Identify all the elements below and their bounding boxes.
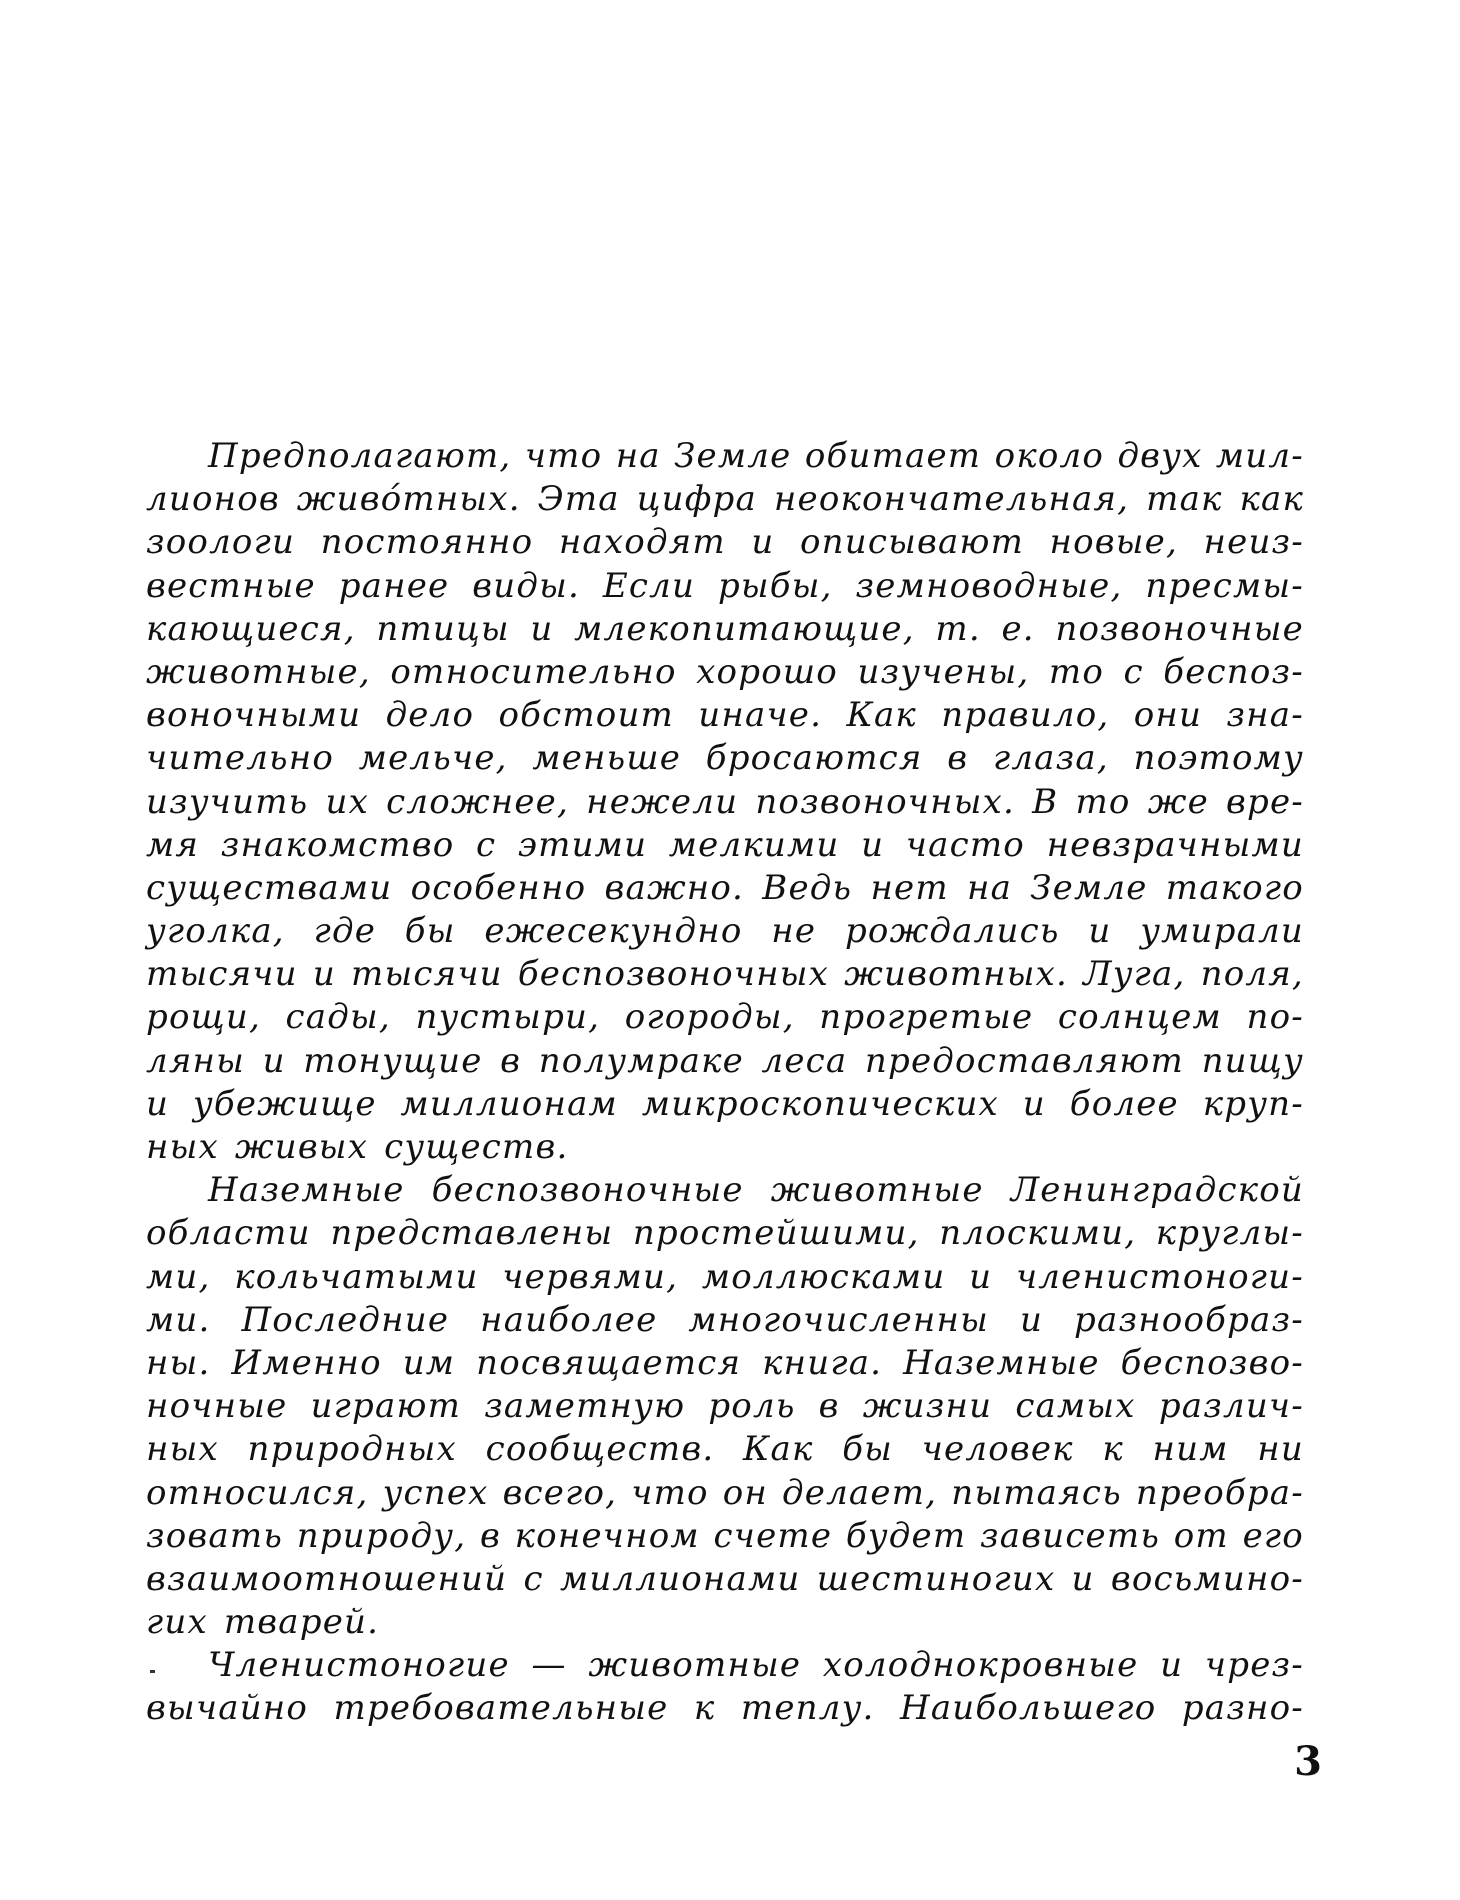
word: жизни [862, 1386, 993, 1427]
word: ни [1257, 1429, 1304, 1470]
word: в [947, 738, 969, 779]
word: где [313, 911, 377, 952]
word: зовать [146, 1515, 284, 1556]
word: В [1032, 781, 1059, 822]
word: ним [1152, 1429, 1229, 1470]
word: мил- [1215, 436, 1304, 476]
word: заметную [484, 1386, 686, 1427]
word: чительно [146, 738, 335, 779]
word: не [771, 911, 817, 952]
word: воночными [146, 695, 362, 736]
word: знакомство [220, 824, 455, 865]
word: лионов [146, 479, 280, 520]
word: наиболее [480, 1299, 658, 1340]
word: более [1069, 1083, 1179, 1124]
word: и [969, 1256, 993, 1297]
word: беспозвоночных [517, 954, 830, 995]
word: существами [146, 867, 393, 908]
word: то [1075, 781, 1131, 822]
word: в [479, 1515, 501, 1556]
text-line [146, 435, 1304, 478]
word: природных [247, 1429, 457, 1470]
word: ежесекундно [484, 911, 743, 952]
word: всего, [502, 1472, 618, 1513]
word: Наземные [903, 1342, 1100, 1383]
word: вре- [1226, 781, 1304, 822]
word: мя [146, 824, 200, 865]
word: уголка, [146, 911, 285, 952]
word: млекопитающие, [574, 608, 915, 649]
word: Если [602, 565, 696, 606]
word: по- [1246, 997, 1304, 1038]
word: часто [905, 824, 1025, 865]
word: многочисленны [688, 1299, 989, 1340]
word: ночные [146, 1386, 288, 1427]
word: играют [310, 1386, 462, 1427]
word: им [402, 1342, 456, 1383]
word: беспозвоночные [431, 1170, 744, 1211]
word: от [1173, 1515, 1229, 1556]
word: в [500, 1040, 522, 1081]
paragraph [146, 1644, 1304, 1730]
word: поля, [1200, 954, 1304, 995]
word: предоставляют [864, 1040, 1184, 1081]
word: кающиеся, [146, 608, 356, 649]
text-line [146, 1515, 1304, 1558]
word: ми. [146, 1299, 211, 1340]
word: находят [558, 522, 726, 563]
word: и [312, 954, 336, 995]
word: членистоноги- [1015, 1256, 1304, 1297]
word: сообществ. [485, 1429, 715, 1470]
word: и [530, 608, 554, 649]
word: ляны [146, 1040, 246, 1081]
word: преобра- [1135, 1472, 1304, 1513]
word: цифра [636, 479, 757, 520]
word: книга. [762, 1342, 883, 1383]
word: и [861, 824, 885, 865]
word: нет [870, 867, 949, 908]
word: Эта [537, 479, 620, 520]
word: разно- [1181, 1688, 1304, 1729]
word: делает, [782, 1472, 938, 1513]
text-line [146, 1083, 1304, 1126]
word: бы [842, 1429, 894, 1470]
word: относительно [390, 651, 677, 692]
text-line [146, 565, 1304, 608]
word: неиз- [1203, 522, 1304, 563]
text-line [146, 608, 1304, 651]
word: виды. [472, 565, 580, 606]
word: они [1133, 695, 1203, 736]
word: правило, [941, 695, 1110, 736]
word: круп- [1202, 1083, 1304, 1124]
word: как [1239, 479, 1304, 520]
word: микроскопических [641, 1083, 999, 1124]
word: солнцем [1057, 997, 1222, 1038]
word: ны. [146, 1342, 211, 1383]
text-line [146, 1126, 1304, 1169]
word: в [818, 1386, 840, 1427]
text-line [146, 824, 1304, 867]
word: огороды, [624, 997, 795, 1038]
word: двух [1117, 436, 1203, 476]
text-line [146, 910, 1304, 953]
word: ранее [338, 565, 450, 606]
word: и [262, 1040, 286, 1081]
word: беспоз- [1163, 651, 1304, 692]
word: постоянно [320, 522, 534, 563]
word: леса [761, 1040, 848, 1081]
word: Предполагают, [208, 436, 512, 476]
word: позвоночных. [755, 781, 1015, 822]
word: теплу. [740, 1688, 875, 1729]
word: восьмино- [1110, 1558, 1304, 1599]
word: посвящается [476, 1342, 742, 1383]
word: Земле [674, 436, 792, 476]
word: их [325, 781, 369, 822]
word: на [615, 436, 661, 476]
word: требовательные [333, 1688, 669, 1729]
word: кольчатыми [234, 1256, 479, 1297]
word: иначе. [698, 695, 823, 736]
word: с [1123, 651, 1144, 692]
word: обстоит [498, 695, 674, 736]
print-speck [150, 1670, 155, 1673]
word: зна- [1226, 695, 1304, 736]
word: животные, [146, 651, 371, 692]
text-line [146, 1299, 1304, 1342]
word: ных [146, 1127, 219, 1167]
word: Членистоногие [208, 1645, 510, 1686]
word: к [1102, 1429, 1124, 1470]
word: с [523, 1558, 544, 1599]
word: Наземные [208, 1170, 405, 1211]
word: бы [404, 911, 456, 952]
word: прогретые [819, 997, 1034, 1038]
text-line [146, 1212, 1304, 1255]
word: птицы [376, 608, 510, 649]
word: счете [713, 1515, 833, 1556]
word: зависеть [980, 1515, 1161, 1556]
word: умирали [1140, 911, 1304, 952]
word: этими [517, 824, 648, 865]
word: полумраке [538, 1040, 744, 1081]
word: неокончательная, [773, 479, 1130, 520]
word: же [1147, 781, 1209, 822]
paragraph [146, 435, 1304, 1169]
word: и [146, 1083, 170, 1124]
word: глаза, [992, 738, 1109, 779]
word: миллионам [400, 1083, 618, 1124]
word: представлены [330, 1213, 614, 1254]
word: тварей. [223, 1602, 380, 1643]
word: ных [146, 1429, 219, 1470]
word: позвоночные [1055, 608, 1304, 649]
word: и [751, 522, 775, 563]
word: и [1019, 1299, 1044, 1340]
word: так [1146, 479, 1223, 520]
word: тонущие [303, 1040, 483, 1081]
text-line [146, 781, 1304, 824]
word: зоологи [146, 522, 296, 563]
word: и [1160, 1645, 1184, 1686]
word: е. [1001, 608, 1035, 649]
word: дело [385, 695, 475, 736]
word: с [476, 824, 497, 865]
word: и [1088, 911, 1112, 952]
text-line [146, 651, 1304, 694]
word: к [693, 1688, 716, 1729]
word: на [967, 867, 1013, 908]
word: Земле [1030, 867, 1148, 908]
word: и [1071, 1558, 1095, 1599]
word: пищу [1201, 1040, 1304, 1081]
word: червями, [502, 1256, 679, 1297]
word: простейшими, [632, 1213, 920, 1254]
word: убежище [192, 1083, 377, 1124]
word: чрез- [1204, 1645, 1304, 1686]
word: изучить [146, 781, 309, 822]
word: то [1048, 651, 1105, 692]
word: Именно [231, 1342, 382, 1383]
word: тысячи [146, 954, 298, 995]
text-line [146, 694, 1304, 737]
word: Луга, [1083, 954, 1186, 995]
word: беспозво- [1120, 1342, 1304, 1383]
word: мелкими [668, 824, 840, 865]
text-line [146, 1644, 1304, 1687]
text-line [146, 1385, 1304, 1428]
word: Как [846, 695, 917, 736]
word: относился, [146, 1472, 369, 1513]
word: поэтому [1133, 738, 1304, 779]
text-line [146, 1472, 1304, 1515]
word: тысячи [351, 954, 503, 995]
text-line [146, 478, 1304, 521]
word: самых [1015, 1386, 1136, 1427]
word: меньше [532, 738, 682, 779]
word: Наибольшего [899, 1688, 1157, 1729]
word: роль [708, 1386, 796, 1427]
page-number: 3 [1294, 1738, 1322, 1785]
body-text [146, 435, 1304, 1731]
word: человек [921, 1429, 1074, 1470]
word: природу, [296, 1515, 467, 1556]
text-line [146, 1601, 1304, 1644]
word: пустыри, [415, 997, 601, 1038]
word: хорошо [696, 651, 838, 692]
word: пресмы- [1145, 565, 1304, 606]
word: мельче, [358, 738, 508, 779]
word: бросаются [705, 738, 923, 779]
text-line [146, 521, 1304, 564]
text-line [146, 1040, 1304, 1083]
word: он [722, 1472, 768, 1513]
word: рыбы, [717, 565, 833, 606]
word: Ленинградской [1010, 1170, 1304, 1211]
word: области [146, 1213, 311, 1254]
text-line [146, 996, 1304, 1039]
word: рощи, [146, 997, 261, 1038]
word: Последние [241, 1299, 450, 1340]
word: конечном [514, 1515, 700, 1556]
word: будет [845, 1515, 967, 1556]
word: пытаясь [951, 1472, 1122, 1513]
text-line [146, 1558, 1304, 1601]
text-line [146, 737, 1304, 780]
word: ми, [146, 1256, 211, 1297]
word: живо́тных. [296, 479, 521, 520]
word: новые, [1049, 522, 1179, 563]
word: животные [770, 1170, 984, 1211]
word: обитает [804, 436, 982, 476]
text-line [146, 953, 1304, 996]
word: животных. [844, 954, 1069, 995]
word: взаимоотношений [146, 1558, 508, 1599]
word: — [531, 1645, 567, 1686]
text-line [146, 867, 1304, 910]
word: сложнее, [386, 781, 569, 822]
word: вычайно [146, 1688, 309, 1729]
word: нежели [586, 781, 739, 822]
word: моллюсками [701, 1256, 946, 1297]
word: Ведь [762, 867, 853, 908]
word: вестные [146, 565, 316, 606]
word: его [1242, 1515, 1304, 1556]
word: рождались [844, 911, 1060, 952]
word: земноводные, [855, 565, 1123, 606]
word: гих [146, 1602, 208, 1643]
word: животные [588, 1645, 802, 1686]
text-line [146, 1342, 1304, 1385]
word: что [524, 436, 603, 476]
word: невзрачными [1046, 824, 1304, 865]
word: сады, [285, 997, 391, 1038]
word: такого [1165, 867, 1304, 908]
word: миллионами [559, 1558, 801, 1599]
word: около [994, 436, 1105, 476]
paragraph [146, 1169, 1304, 1644]
text-line [146, 1256, 1304, 1299]
word: успех [382, 1472, 489, 1513]
word: круглы- [1155, 1213, 1304, 1254]
word: живых [234, 1127, 369, 1167]
word: холоднокровные [822, 1645, 1139, 1686]
word: что [631, 1472, 709, 1513]
word: Как [743, 1429, 814, 1470]
word: разнообраз- [1074, 1299, 1304, 1340]
word: особенно [410, 867, 587, 908]
word: плоскими, [939, 1213, 1137, 1254]
word: различ- [1158, 1386, 1304, 1427]
word: важно. [604, 867, 745, 908]
word: описывают [799, 522, 1025, 563]
text-line [146, 1169, 1304, 1212]
word: шестиногих [816, 1558, 1056, 1599]
word: т. [935, 608, 981, 649]
word: изучены, [857, 651, 1030, 692]
text-line [146, 1428, 1304, 1471]
word: и [1022, 1083, 1046, 1124]
text-line [146, 1687, 1304, 1730]
word: существ. [384, 1127, 569, 1167]
